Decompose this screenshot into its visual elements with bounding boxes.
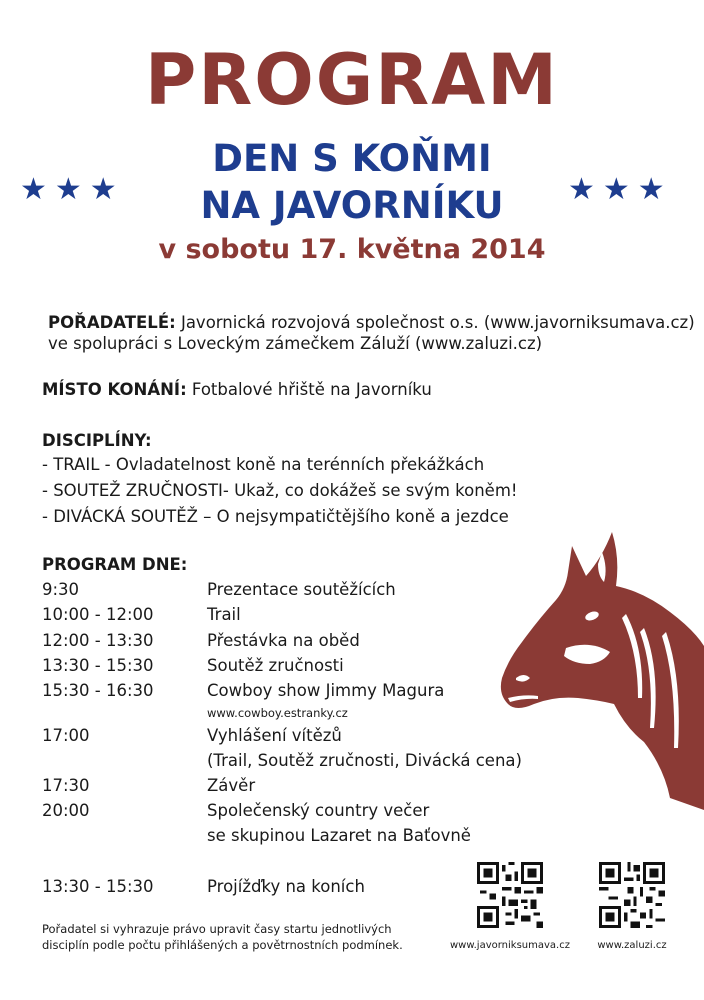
program-time: 17:00: [42, 726, 90, 745]
qr-code-icon[interactable]: [599, 862, 665, 928]
star-icon: ★★★: [20, 172, 125, 207]
venue: [42, 378, 432, 401]
discipline-item: - SOUTEŽ ZRUČNOSTI- Ukaž, co dokážeš se svým koněm!: [42, 481, 518, 500]
program-activity: Závěr: [207, 776, 256, 795]
program-time: 15:30 - 16:30: [42, 681, 154, 700]
discipline-item: - DIVÁCKÁ SOUTĚŽ – O nejsympatičtějšího koně a jezdce: [42, 507, 509, 526]
program-activity: Trail: [207, 605, 241, 624]
qr-code-icon[interactable]: [477, 862, 543, 928]
program-activity: Projížďky na koních: [207, 877, 365, 896]
program-time: 17:30: [42, 776, 90, 795]
program-activity: Cowboy show Jimmy Magura: [207, 681, 445, 700]
disciplines-label: DISCIPLÍNY:: [42, 431, 152, 450]
program-activity: Soutěž zručnosti: [207, 656, 344, 675]
program-time: 20:00: [42, 801, 90, 820]
horse-head-icon: [494, 528, 704, 810]
program-activity: Vyhlášení vítězů: [207, 726, 342, 745]
organizers-line2: ve spolupráci s Loveckým zámečkem Záluží (www.zaluzi.cz): [48, 334, 543, 353]
program-activity: Přestávka na oběd: [207, 631, 360, 650]
program-time: 12:00 - 13:30: [42, 631, 154, 650]
venue-label: MÍSTO KONÁNÍ:: [42, 380, 187, 399]
note-line1: Pořadatel si vyhrazuje právo upravit časy startu jednotlivých: [42, 922, 392, 936]
program-activity: Společenský country večer: [207, 801, 430, 820]
venue-value: Fotbalové hřiště na Javorníku: [186, 380, 432, 399]
program-time: 9:30: [42, 580, 80, 599]
program-time: 13:30 - 15:30: [42, 656, 154, 675]
program-activity-url: www.cowboy.estranky.cz: [207, 706, 348, 720]
program-activity: (Trail, Soutěž zručnosti, Divácká cena): [207, 751, 522, 770]
page-title: PROGRAM: [145, 39, 559, 121]
program-row: [42, 824, 602, 848]
event-title-line1: DEN S KOŇMI: [212, 137, 492, 180]
qr-label: www.javorniksumava.cz: [450, 940, 570, 951]
disclaimer-note: [42, 921, 403, 953]
organizers-label: POŘADATELÉ:: [48, 313, 176, 332]
event-date: v sobotu 17. května 2014: [158, 234, 546, 265]
event-title-line2: NA JAVORNÍKU: [200, 184, 504, 227]
organizers-value: Javornická rozvojová společnost o.s. (www.javorniksumava.cz): [175, 313, 695, 332]
program-activity: se skupinou Lazaret na Baťovně: [207, 826, 471, 845]
program-time: 13:30 - 15:30: [42, 877, 154, 896]
organizers-line1: [48, 311, 695, 334]
discipline-item: - TRAIL - Ovladatelnost koně na terénních překážkách: [42, 455, 485, 474]
program-time: 10:00 - 12:00: [42, 605, 154, 624]
program-activity: Prezentace soutěžících: [207, 580, 396, 599]
star-icon: ★★★: [568, 172, 673, 207]
note-line2: disciplín podle počtu přihlášených a povětrnostních podmínek.: [42, 938, 403, 952]
program-label: PROGRAM DNE:: [42, 555, 188, 574]
qr-label: www.zaluzi.cz: [597, 940, 667, 951]
